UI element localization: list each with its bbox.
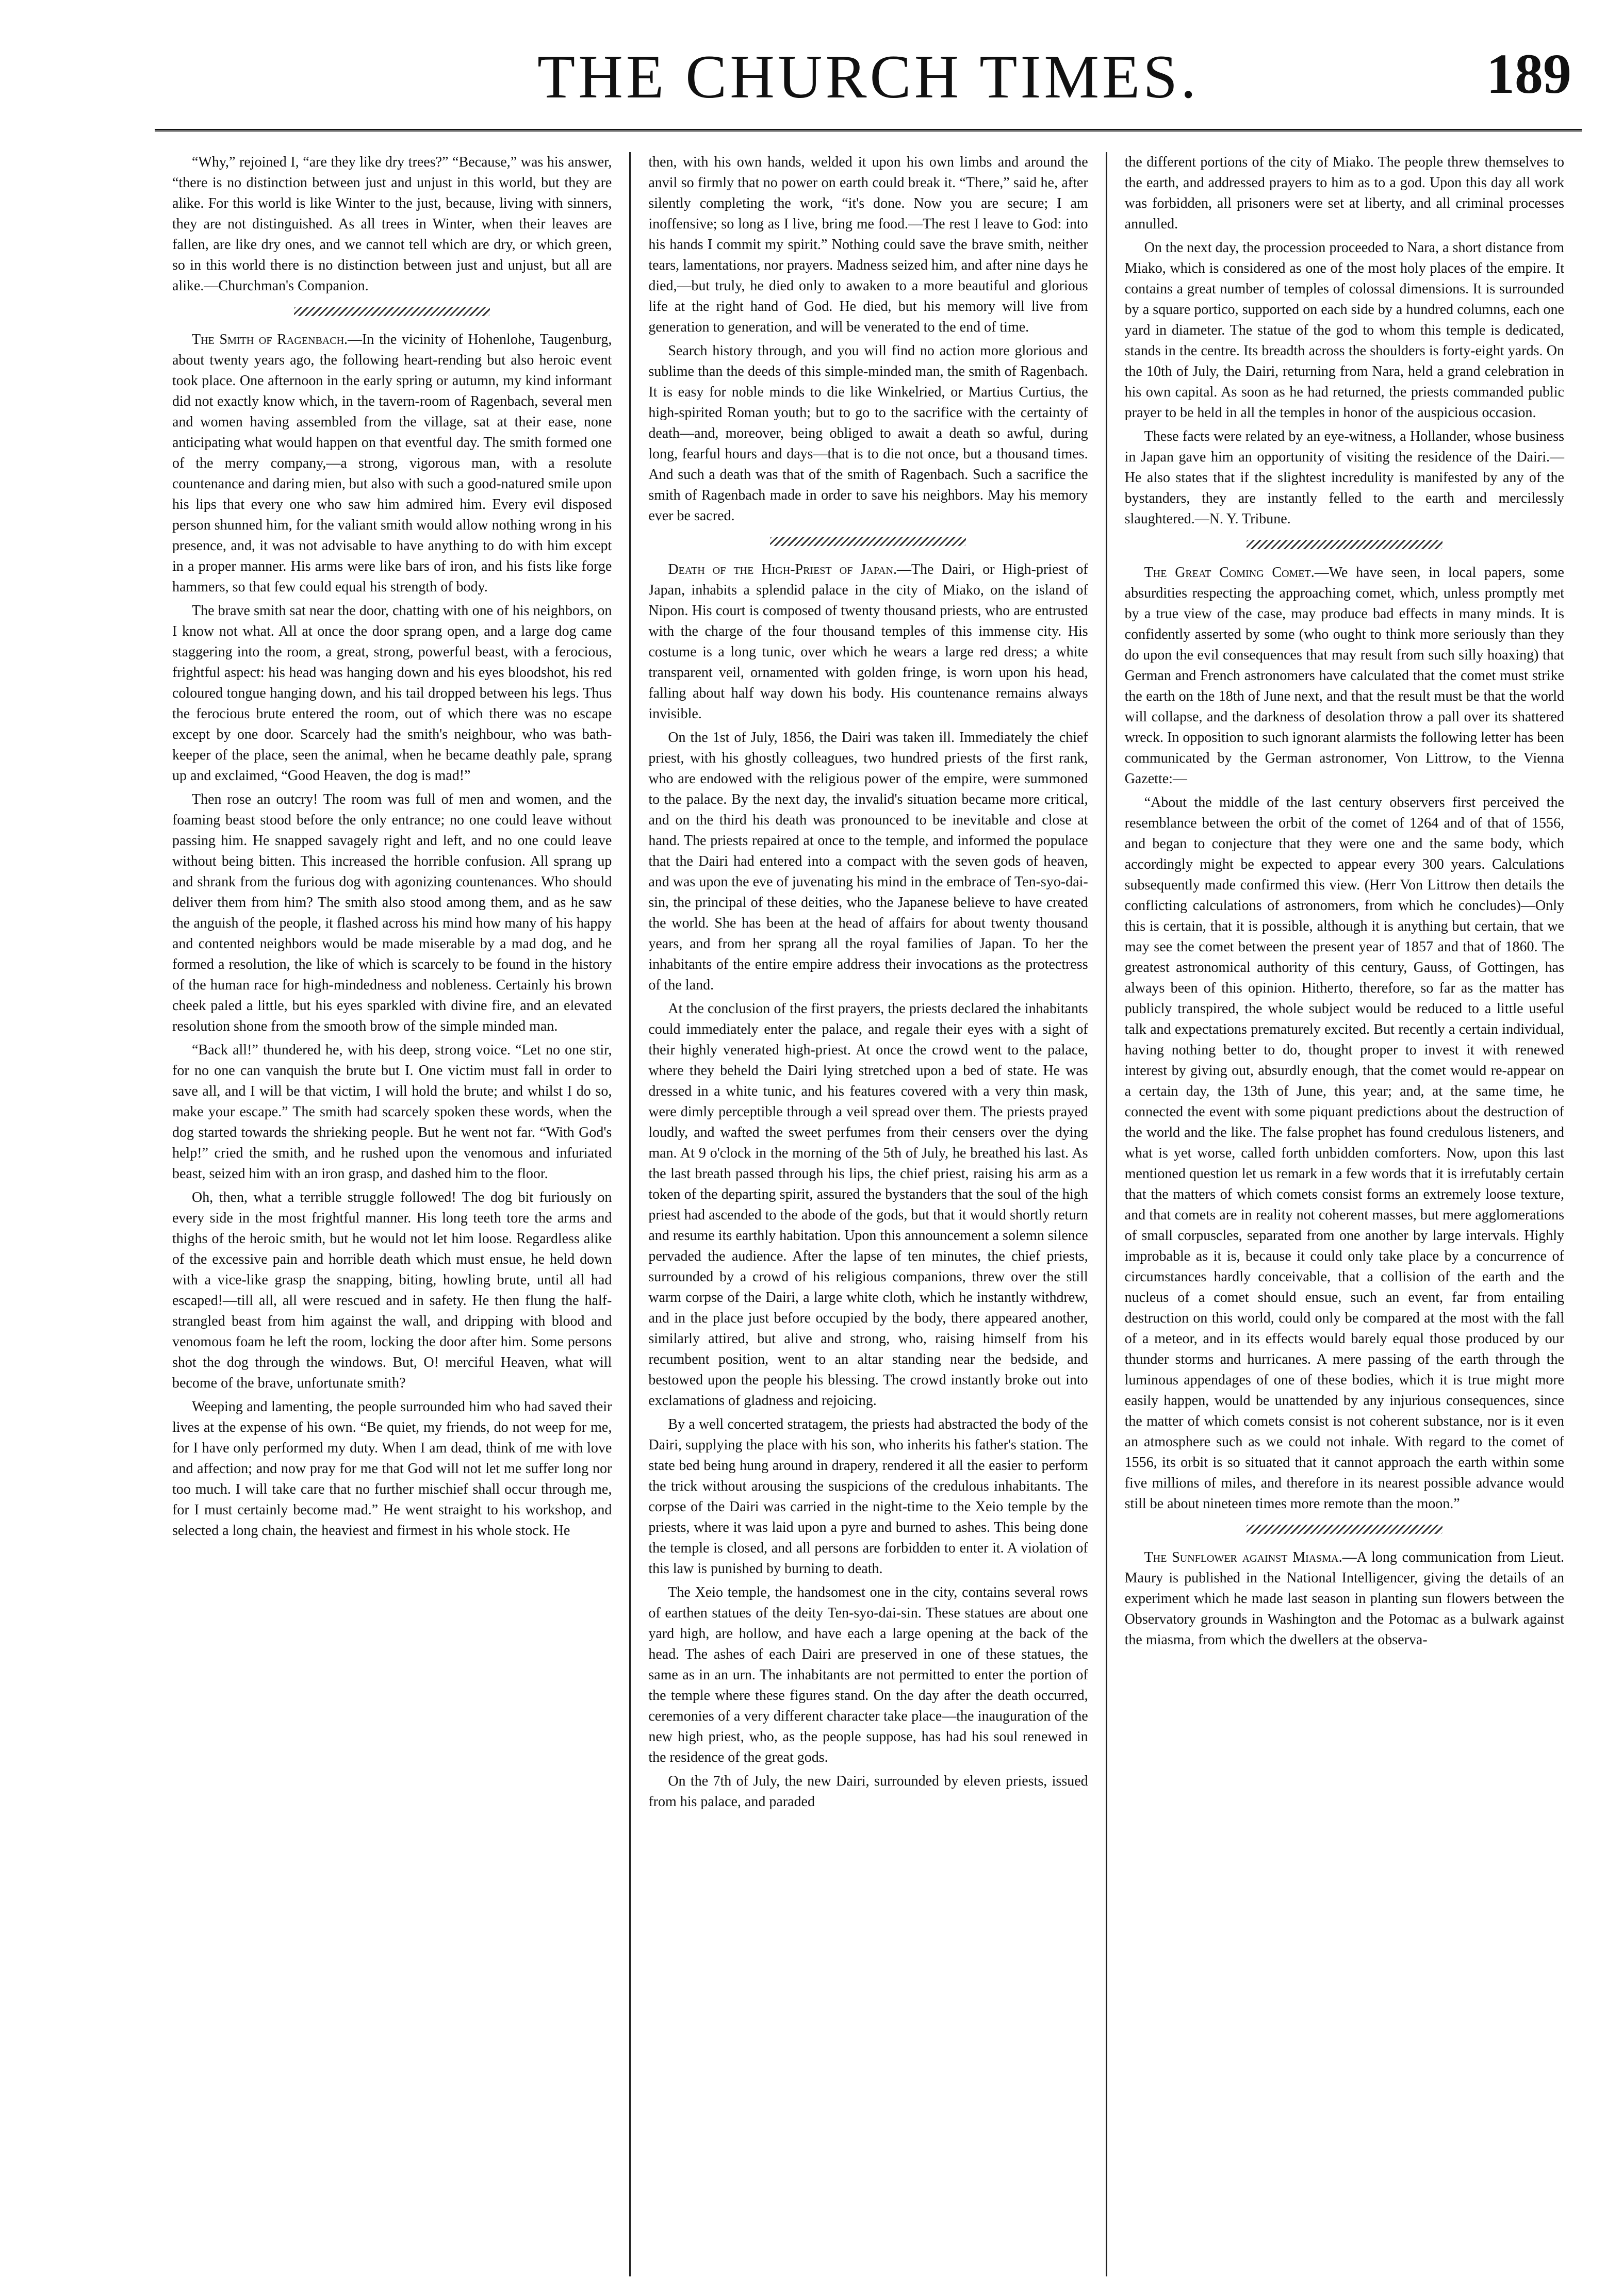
column-3: [1106, 152, 1582, 2276]
article-heading-paragraph: [172, 329, 612, 598]
article-text: These facts were related by an eye-witness, a Hollander, whose business in Japan gave him an opportunity of visiting the residence of the Dairi.—He also states that if the slightest incredulity is manifested by any of the bystanders, they are instantly felled to the earth and mercilessly slaughtered.—N. Y. Tribune.: [1124, 428, 1564, 527]
article-text: Search history through, and you will find no action more glorious and sublime than the deeds of this simple-minded man, the smith of Ragenbach. It is easy for noble minds to die like Winkelried, or Martius Curtius, the high-spirited Roman youth; but to go to the sacrifice with the certainty of death—and, moreover, being obliged to await a death so awful, during long, fearful hours and days—that is to die not once, but a thousand times. And such a death was that of the smith of Ragenbach. Such a sacrifice the smith of Ragenbach made in order to save his neighbors. May his memory ever be sacred.: [648, 343, 1088, 524]
article-paragraph: [172, 601, 612, 786]
article-text: On the 7th of July, the new Dairi, surrounded by eleven priests, issued from his palace, and paraded: [648, 1773, 1088, 1810]
newspaper-title: THE CHURCH TIMES.: [537, 42, 1200, 111]
article-text: —We have seen, in local papers, some absurdities respecting the approaching comet, which, unless promptly met by a true view of the case, may produce bad effects in many minds. It is confidently asserted by some (who ought to think more seriously than they do upon the evil consequences that may result from such silly hoaxing) that German and French astronomers have calculated that the comet must strike the earth on the 18th of June next, and that the result must be that the world will collapse, and the darkness of desolation throw a pall over its shattered wreck. In opposition to such ignorant alarmists the following letter has been communicated by the German astronomer, Von Littrow, to the Vienna Gazette:—: [1124, 565, 1564, 787]
article-text: “Back all!” thundered he, with his deep, strong voice. “Let no one stir, for no one can vanquish the brute but I. One victim must fall in order to save all, and I will be that victim, I will hold the brute; and whilst I do so, make your escape.” The smith had scarcely spoken these words, when the dog started towards the shrieking people. But he went not far. “With God's help!” cried the smith, and he rushed upon the venomous and infuriated beast, seized him with an iron grasp, and dashed him to the floor.: [172, 1042, 612, 1182]
article-paragraph: [1125, 426, 1564, 530]
article-text: By a well concerted stratagem, the priests had abstracted the body of the Dairi, supplying the place with his son, who inherits his father's station. The state bed being hung around in drapery, rendered it all the easier to perform the trick without arousing the suspicions of the credulous inhabitants. The corpse of the Dairi was carried in the night-time to the Xeio temple by the priests, where it was laid upon a pyre and burned to ashes. This being done the temple is closed, and all persons are forbidden to enter it. A violation of this law is punished by burning to death.: [648, 1416, 1088, 1577]
article-paragraph: [648, 152, 1088, 338]
section-divider: [770, 537, 966, 546]
article-paragraph: [648, 999, 1088, 1411]
article-paragraph: [1125, 238, 1564, 423]
article-paragraph: [172, 1040, 612, 1184]
article-paragraph: [172, 152, 612, 296]
article-paragraph: [172, 789, 612, 1037]
masthead: [155, 21, 1582, 131]
article-text: “About the middle of the last century observers first perceived the resemblance between the orbit of the comet of 1264 and of that of 1556, and began to conjecture that they were one and the same body, which accordingly might be expected to appear every 300 years. Calculations subsequently made confirmed this view. (Herr Von Littrow then details the conflicting calculations of astronomers, from which he concludes)—Only this is certain, that it is possible, although it is anything but certain, that we may see the comet between the present year of 1857 and that of 1860. The greatest astronomical authority of this century, Gauss, of Gottingen, has always been of this opinion. Hitherto, therefore, so far as the matter has publicly transpired, the whole subject would be reduced to a little useful talk and expectations prematurely excited. But recently a certain individual, having nothing better to do, thought proper to invest it with renewed interest by giving out, absurdly enough, that the comet would re-appear on a certain day, the 13th of June, this year; and, at the same time, he connected the event with some piquant predictions about the destruction of the world and the like. The false prophet has found credulous listeners, and what is yet worse, called forth unbidden comforters. Now, upon this last mentioned question let us remark in a few words that it is irrefutably certain that the matters of which comets consist forms an extremely loose texture, and that comets are in reality not coherent masses, but mere agglomerations of small corpuscles, separated from one another by large intervals. Highly improbable as it is, because it could only take place by a concurrence of circumstances hardly conceivable, that a collision of the earth and the nucleus of a comet should ensue, such an event, far from entailing destruction on this world, could only be compared at the most with the fall of a meteor, and in its effects would barely equal those produced by our thunder storms and hurricanes. A mere passing of the earth through the luminous appendages of one of these bodies, which it is true might more easily happen, would be unattended by any injurious consequences, since the matter of which comets consist is not coherent substance, nor is it even an atmosphere such as we could not inhale. With regard to the comet of 1556, its orbit is so situated that it cannot approach the earth within some five millions of miles, and therefore in its nearest possible advance would still be about nineteen times more remote than the moon.”: [1124, 795, 1564, 1512]
article-text: The brave smith sat near the door, chatting with one of his neighbors, on I know not what. All at once the door sprang open, and a large dog came staggering into the room, a great, strong, powerful beast, with a ferocious, frightful aspect: his head was hanging down and his eyes bloodshot, his red coloured tongue hanging down, and his tail dropped between his legs. Thus the ferocious brute entered the room, out of which there was no escape except by one door. Scarcely had the smith's neighbour, who was bath-keeper of the place, seen the animal, when he became deathly pale, sprang up and exclaimed, “Good Heaven, the dog is mad!”: [172, 603, 612, 784]
article-text: On the next day, the procession proceeded to Nara, a short distance from Miako, which is considered as one of the most holy places of the empire. It contains a great number of temples of colossal dimensions. It is surrounded by a square portico, supported on each side by a hundred columns, each one yard in diameter. The statue of the god to whom this temple is dedicated, stands in the centre. Its breadth across the shoulders is forty-eight yards. On the 10th of July, the Dairi, returning from Nara, held a grand celebration in his own capital. As soon as he had returned, the priests commanded public prayer to be held in all the temples in honor of the auspicious occasion.: [1124, 240, 1564, 421]
article-text: Then rose an outcry! The room was full of men and women, and the foaming beast stood before the only entrance; no one could leave without passing him. He snapped savagely right and left, and no one could leave without being bitten. This increased the horrible confusion. All sprang up and shrank from the furious dog with agonizing countenances. Who should deliver them from him? The smith also stood among them, and as he saw the anguish of the people, it flashed across his mind how many of his happy and contented neighbors would be made miserable by a mad dog, and he formed a resolution, the like of which is scarcely to be found in the history of the human race for high-mindedness and nobleness. Certainly his brown cheek paled a little, but his eyes sparkled with divine fire, and an elevated resolution shone from the smooth brow of the simple minded man.: [172, 791, 612, 1034]
section-divider: [294, 307, 490, 316]
article-paragraph: [648, 1771, 1088, 1812]
article-heading: Death of the High-Priest of Japan.: [668, 561, 897, 577]
article-heading-paragraph: [1125, 1547, 1564, 1650]
article-text: The Xeio temple, the handsomest one in the city, contains several rows of earthen statues of the deity Ten-syo-dai-sin. These statues are about one yard high, are hollow, and have each a large opening at the back of the head. The ashes of each Dairi are preserved in one of these statues, the same as in an urn. The inhabitants are not permitted to enter the portion of the temple where these figures stand. On the day after the death occurred, ceremonies of a very different character take place—the inauguration of the new high priest, who, as the people suppose, has had his soul renewed in the residence of the great gods.: [648, 1584, 1088, 1765]
article-paragraph: [172, 1397, 612, 1541]
article-paragraph: [648, 1582, 1088, 1768]
article-text: “Why,” rejoined I, “are they like dry trees?” “Because,” was his answer, “there is no distinction between just and unjust in this world, but they are alike. For this world is like Winter to the just, because, living with sinners, they are not distinguished. As all trees in Winter, when their leaves are fallen, are like dry ones, and we cannot tell which are dry, or which green, so in this world there is no distinction between just and unjust, but all are alike.—Churchman's Companion.: [172, 154, 612, 294]
article-text: then, with his own hands, welded it upon his own limbs and around the anvil so firmly that no power on earth could break it. “There,” said he, after silently completing the work, “it's done. Now you are secure; I am inoffensive; so long as I live, bring me food.—The rest I leave to God: into his hands I commit my spirit.” Nothing could save the brave smith, neither tears, lamentations, nor prayers. Madness seized him, and after nine days he died,—but truly, he died only to awaken to a more beautiful and glorious life at the right hand of God. He died, but his memory will live from generation to generation, and will be venerated to the end of time.: [648, 154, 1088, 335]
article-paragraph: [172, 1187, 612, 1394]
article-paragraph: [1125, 152, 1564, 235]
article-text: the different portions of the city of Miako. The people threw themselves to the earth, and addressed prayers to him as to a god. Upon this day all work was forbidden, all prisoners were set at liberty, and all criminal processes annulled.: [1124, 154, 1564, 232]
article-text: —The Dairi, or High-priest of Japan, inhabits a splendid palace in the city of Miako, on the island of Nipon. His court is composed of twenty thousand priests, who are entrusted with the charge of the four thousand temples of this immense city. His costume is a long tunic, over which he wears a large red dress; a white transparent veil, ornamented with golden fringe, is worn upon his head, falling about half way down his body. His countenance remains always invisible.: [648, 561, 1088, 722]
column-1: [155, 152, 629, 2276]
section-divider: [1247, 540, 1442, 549]
article-paragraph: [648, 341, 1088, 526]
article-heading: The Great Coming Comet.: [1144, 565, 1315, 581]
section-divider: [1247, 1525, 1442, 1534]
article-text: —In the vicinity of Hohenlohe, Taugenburg, about twenty years ago, the following heart-rending but also heroic event took place. One afternoon in the early spring or autumn, my kind informant did not exactly know which, in the tavern-room of Ragenbach, several men and women having assembled from the village, sat at their ease, none anticipating what would happen on that eventful day. The smith formed one of the merry company,—a strong, vigorous man, with a resolute countenance and daring mien, but also with such a good-natured smile upon his lips that every one who saw him admired him. Every evil disposed person shunned him, for the valiant smith would allow nothing wrong in his presence, and, it was not advisable to have anything to do with him except in a proper manner. His arms were like bars of iron, and his fists like forge hammers, so that few could equal his strength of body.: [172, 332, 612, 595]
page-number: 189: [1486, 42, 1571, 105]
article-text: Weeping and lamenting, the people surrounded him who had saved their lives at the expense of his own. “Be quiet, my friends, do not weep for me, for I have only performed my duty. When I am dead, think of me with love and affection; and now pray for me that God will not let me suffer long nor too much. I will take care that no further mischief shall occur through me, for I must certainly become mad.” He went straight to his workshop, and selected a long chain, the heaviest and firmest in his whole stock. He: [172, 1399, 612, 1539]
article-text: On the 1st of July, 1856, the Dairi was taken ill. Immediately the chief priest, with his ghostly colleagues, two hundred priests of the first rank, who are endowed with the religious power of the empire, were summoned to the palace. By the next day, the invalid's situation became more critical, and on the third his death was pronounced to be inevitable and close at hand. The priests repaired at once to the temple, and informed the populace that the Dairi had entered into a compact with the seven gods of heaven, and was upon the eve of juvenating his mind in the embrace of Ten-syo-dai-sin, the principal of these deities, who the Japanese believe to have created the world. She has been at the head of affairs for about twenty thousand years, and from her sprang all the royal families of Japan. To her the inhabitants of the entire empire address their invocations as the protectress of the land.: [648, 730, 1088, 993]
article-columns: [155, 152, 1582, 2276]
article-text: At the conclusion of the first prayers, the priests declared the inhabitants could immediately enter the palace, and regale their eyes with a sight of their highly venerated high-priest. At once the crowd went to the palace, where they beheld the Dairi lying stretched upon a bed of state. He was dressed in a white tunic, and his features covered with a very thin mask, were dimly perceptible through a veil spread over them. The priests prayed loudly, and wafted the sweet perfumes from their censers over the dying man. At 9 o'clock in the morning of the 5th of July, he breathed his last. As the last breath passed through his lips, the chief priest, raising his arm as a token of the departing spirit, assured the bystanders that the soul of the high priest had ascended to the abode of the gods, but that it would shortly return and resume its earthly habitation. Upon this announcement a solemn silence pervaded the audience. After the lapse of ten minutes, the chief priests, surrounded by a crowd of his religious companions, threw over the still warm corpse of the Dairi, a large white cloth, which he instantly withdrew, and in the place just before occupied by the body, there appeared another, similarly attired, but alive and strong, who, raising himself from his recumbent position, went to an altar standing near the bedside, and bestowed upon the people his blessing. The crowd instantly broke out into exclamations of gladness and rejoicing.: [648, 1001, 1088, 1409]
article-text: Oh, then, what a terrible struggle followed! The dog bit furiously on every side in the most frightful manner. His long teeth tore the arms and thighs of the heroic smith, but he would not let him loose. Regardless alike of the excessive pain and horrible death which must ensue, he held down with a vice-like grasp the snapping, biting, howling brute, until all had escaped!—till all, all were rescued and in safety. He then flung the half-strangled beast from him against the wall, and dripping with blood and venomous foam he left the room, locking the door after him. Some persons shot the dog through the windows. But, O! merciful Heaven, what will become of the brave, unfortunate smith?: [172, 1190, 612, 1391]
article-paragraph: [648, 1414, 1088, 1579]
article-heading: The Smith of Ragenbach.: [192, 332, 348, 348]
article-heading: The Sunflower against Miasma.: [1144, 1549, 1342, 1565]
article-heading-paragraph: [1125, 563, 1564, 789]
article-paragraph: [648, 728, 1088, 996]
article-paragraph: [1125, 792, 1564, 1514]
article-heading-paragraph: [648, 559, 1088, 724]
column-2: [629, 152, 1105, 2276]
article-text: —A long communication from Lieut. Maury is published in the National Intelligencer, giving the details of an experiment which he made last season in planting sun flowers between the Observatory grounds in Washington and the Potomac as a bulwark against the miasma, from which the dwellers at the observa-: [1124, 1549, 1564, 1648]
